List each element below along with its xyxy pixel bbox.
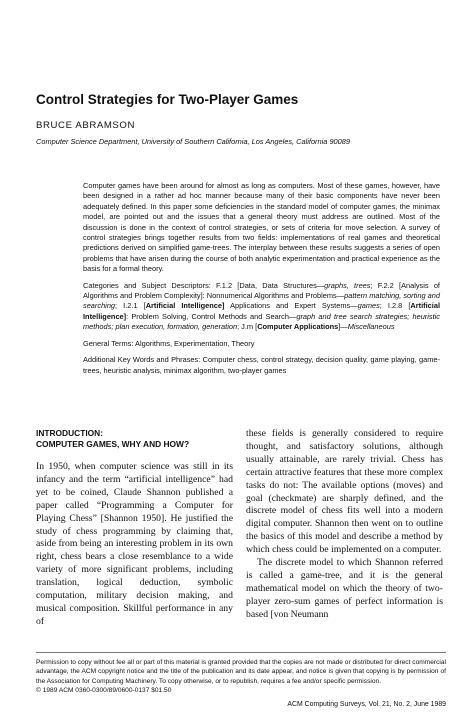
section-heading	[36, 428, 233, 450]
left-column	[36, 428, 233, 629]
categories-part-7-italic: Miscellaneous	[347, 322, 395, 332]
section-heading-line-1: INTRODUCTION:	[36, 428, 103, 438]
categories-part-6: ; J.m [	[237, 322, 258, 332]
categories-lead: Categories and Subject Descriptors: F.1.2 [Data, Data Structures—	[83, 280, 325, 290]
categories-part-1-italic: pattern matching, sorting and searching	[83, 291, 440, 311]
author-name: BRUCE ABRAMSON	[36, 120, 136, 131]
additional-keywords: Additional Key Words and Phrases: Computer chess, control strategy, decision quality, game playing, game-trees, heuristic analysis, minimax algorithm, two-player games	[83, 355, 440, 375]
categories-part-2: ; I.2.1 [	[115, 301, 146, 311]
categories-bracket-1: Artificial Intelligence]	[145, 301, 225, 311]
general-terms: General Terms: Algorithms, Experimentation, Theory	[83, 338, 255, 348]
categories-part-7: ]—	[338, 322, 348, 332]
paper-title: Control Strategies for Two-Player Games	[36, 92, 299, 107]
categories-part-1: ; F.2.2 [Analysis of Algorithms and Problem Complexity]: Nonnumerical Algorithms and Problems—	[83, 280, 440, 301]
abstract-block	[83, 181, 440, 382]
body-columns	[36, 428, 446, 626]
categories-lead-italic: graphs, trees	[324, 280, 371, 290]
categories-part-5-italic: graph and tree search strategies; heuristic methods; plan execution, formation, generation	[83, 311, 440, 332]
abstract-text: Computer games have been around for almost as long as computers. Most of these games, however, have been designed in a rather ad hoc manner because many of their basic components have never been adequately defined. In this paper some deficiencies in the standard model of computer games, the minimax model, are pointed out and the issues that a general theory must address are outlined. Most of the discussion is done in the context of control strategies, or sets of criteria for move selection. A survey of control strategies brings together results from two fields: implementations of real games and theoretical predictions derived on simplified game-trees. The interplay between these results suggests a series of open problems that have arisen during the course of both analytic experimentation and practical experience as the basis for a formal theory.	[83, 181, 440, 274]
copyright-notice: © 1989 ACM 0360-0300/89/0600-0137 $01.50	[36, 687, 172, 695]
categories-and-subject-descriptors	[83, 281, 440, 333]
categories-bracket-2: Artificial Intelligence]	[83, 301, 440, 321]
author-affiliation: Computer Science Department, University of Southern California, Los Angeles, California 90089	[36, 137, 350, 146]
section-heading-line-2: COMPUTER GAMES, WHY AND HOW?	[36, 439, 190, 449]
categories-part-5: : Problem Solving, Control Methods and Search—	[126, 311, 297, 321]
footnote-divider	[36, 652, 446, 653]
categories-part-3: Applications and Expert Systems—	[224, 301, 358, 311]
permission-text: Permission to copy without fee all or part of this material is granted provided that the copies are not made or distributed for direct commercial advantage, the ACM copyright notice and the title of the publication and its date appear, and notice is given that copying is by permission of the Association for Computing Machinery. To copy otherwise, or to republish, requires a fee and/or specific permission.	[36, 659, 446, 685]
right-column-paragraph-1: these fields is generally considered to require thought, and satisfactory solutions, although usually attainable, are rarely trivial. Chess has certain attractive features that these more complex tasks do not: The available options (moves) and goal (checkmate) are sharply defined, and the discrete model of chess fits well into a modern digital computer. Shannon then went on to outline the basics of this model and describe a method by which chess could be implemented on a computer.	[246, 428, 443, 556]
right-column-paragraph-2: The discrete model to which Shannon referred is called a game-tree, and it is the general mathematical model on which the theory of two-player zero-sum games of perfect information is based [von Neumann	[246, 557, 443, 620]
categories-part-4: ; I.2.8 [	[379, 301, 411, 311]
left-column-paragraph: In 1950, when computer science was still in its infancy and the term “artificial intelligence” had yet to be coined, Claude Shannon published a paper called “Programming a Computer for Playing Chess” [Shannon 1950]. He justified the study of chess programming by claiming that, aside from being an interesting problem in its own right, chess bears a close resemblance to a wide variety of more significant problems, including translation, logical deduction, symbolic computation, military decision making, and musical composition. Skillful performance in any of	[36, 461, 233, 627]
categories-bracket-3: Computer Applications	[257, 322, 339, 332]
permission-footnote	[36, 658, 446, 696]
journal-footer: ACM Computing Surveys, Vol. 21, No. 2, June 1989	[287, 701, 446, 708]
categories-part-3-italic: games	[357, 301, 380, 311]
right-column	[246, 428, 443, 622]
